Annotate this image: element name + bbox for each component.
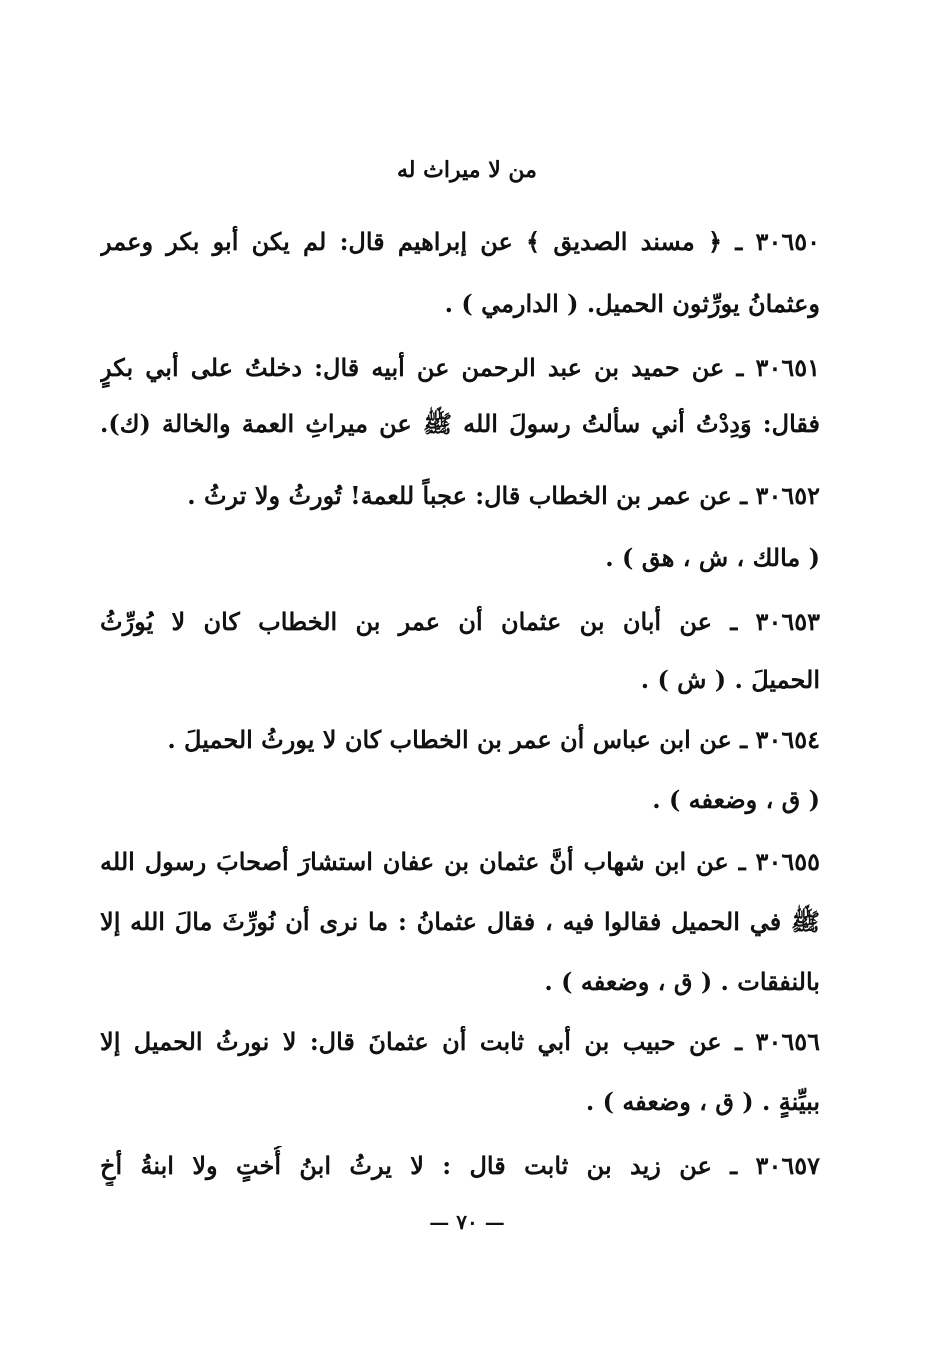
text-line-10: ( ق ، وضعفه ) .: [652, 785, 820, 814]
text-line-7: ٣٠٦٥٣ ـ عن أبان بن عثمان أن عمر بن الخطاب كان لا يُورِّثُ: [100, 607, 820, 636]
text-line-14: ٣٠٦٥٦ ـ عن حبيب بن أبي ثابت أن عثمانَ قال: لا نورثُ الحميل إلا: [100, 1027, 820, 1056]
text-line-11: ٣٠٦٥٥ ـ عن ابن شهاب أنَّ عثمان بن عفان استشارَ أصحابَ رسول الله: [100, 847, 820, 876]
text-line-6: ( مالك ، ش ، هق ) .: [605, 543, 820, 572]
text-line-3: ٣٠٦٥١ ـ عن حميد بن عبد الرحمن عن أبيه قال: دخلتُ على أبي بكرٍ: [100, 353, 820, 382]
text-line-1: ٣٠٦٥٠ ـ ﴿ مسند الصديق ﴾ عن إبراهيم قال: لم يكن أبو بكر وعمر: [100, 227, 820, 256]
text-line-5: ٣٠٦٥٢ ـ عن عمر بن الخطاب قال: عجباً للعمة! تُورثُ ولا ترثُ .: [187, 481, 820, 510]
text-line-16: ٣٠٦٥٧ ـ عن زيد بن ثابت قال : لا يرثُ ابنُ أُختٍ ولا ابنةُ أخٍ: [100, 1151, 820, 1180]
page-number: — ٧٠ —: [429, 1210, 505, 1234]
text-line-4: فقال: وَدِدْتُ أني سألتُ رسولَ الله ﷺ عن ميراثِ العمة والخالة (ك).: [100, 409, 820, 438]
text-line-2: وعثمانُ يورِّثون الحميل. ( الدارمي ) .: [444, 289, 820, 318]
text-line-15: ببيِّنةٍ . ( ق ، وضعفه ) .: [585, 1087, 820, 1116]
text-line-13: بالنفقات . ( ق ، وضعفه ) .: [544, 967, 820, 996]
text-line-12: ﷺ في الحميل فقالوا فيه ، فقال عثمانُ : ما نرى أن نُورِّثَ مالَ الله إلا: [100, 907, 820, 936]
text-line-8: الحميلَ . ( ش ) .: [640, 665, 820, 694]
section-title: من لا ميراث له: [397, 157, 537, 183]
text-line-9: ٣٠٦٥٤ ـ عن ابن عباس أن عمر بن الخطاب كان لا يورثُ الحميلَ .: [167, 725, 820, 754]
